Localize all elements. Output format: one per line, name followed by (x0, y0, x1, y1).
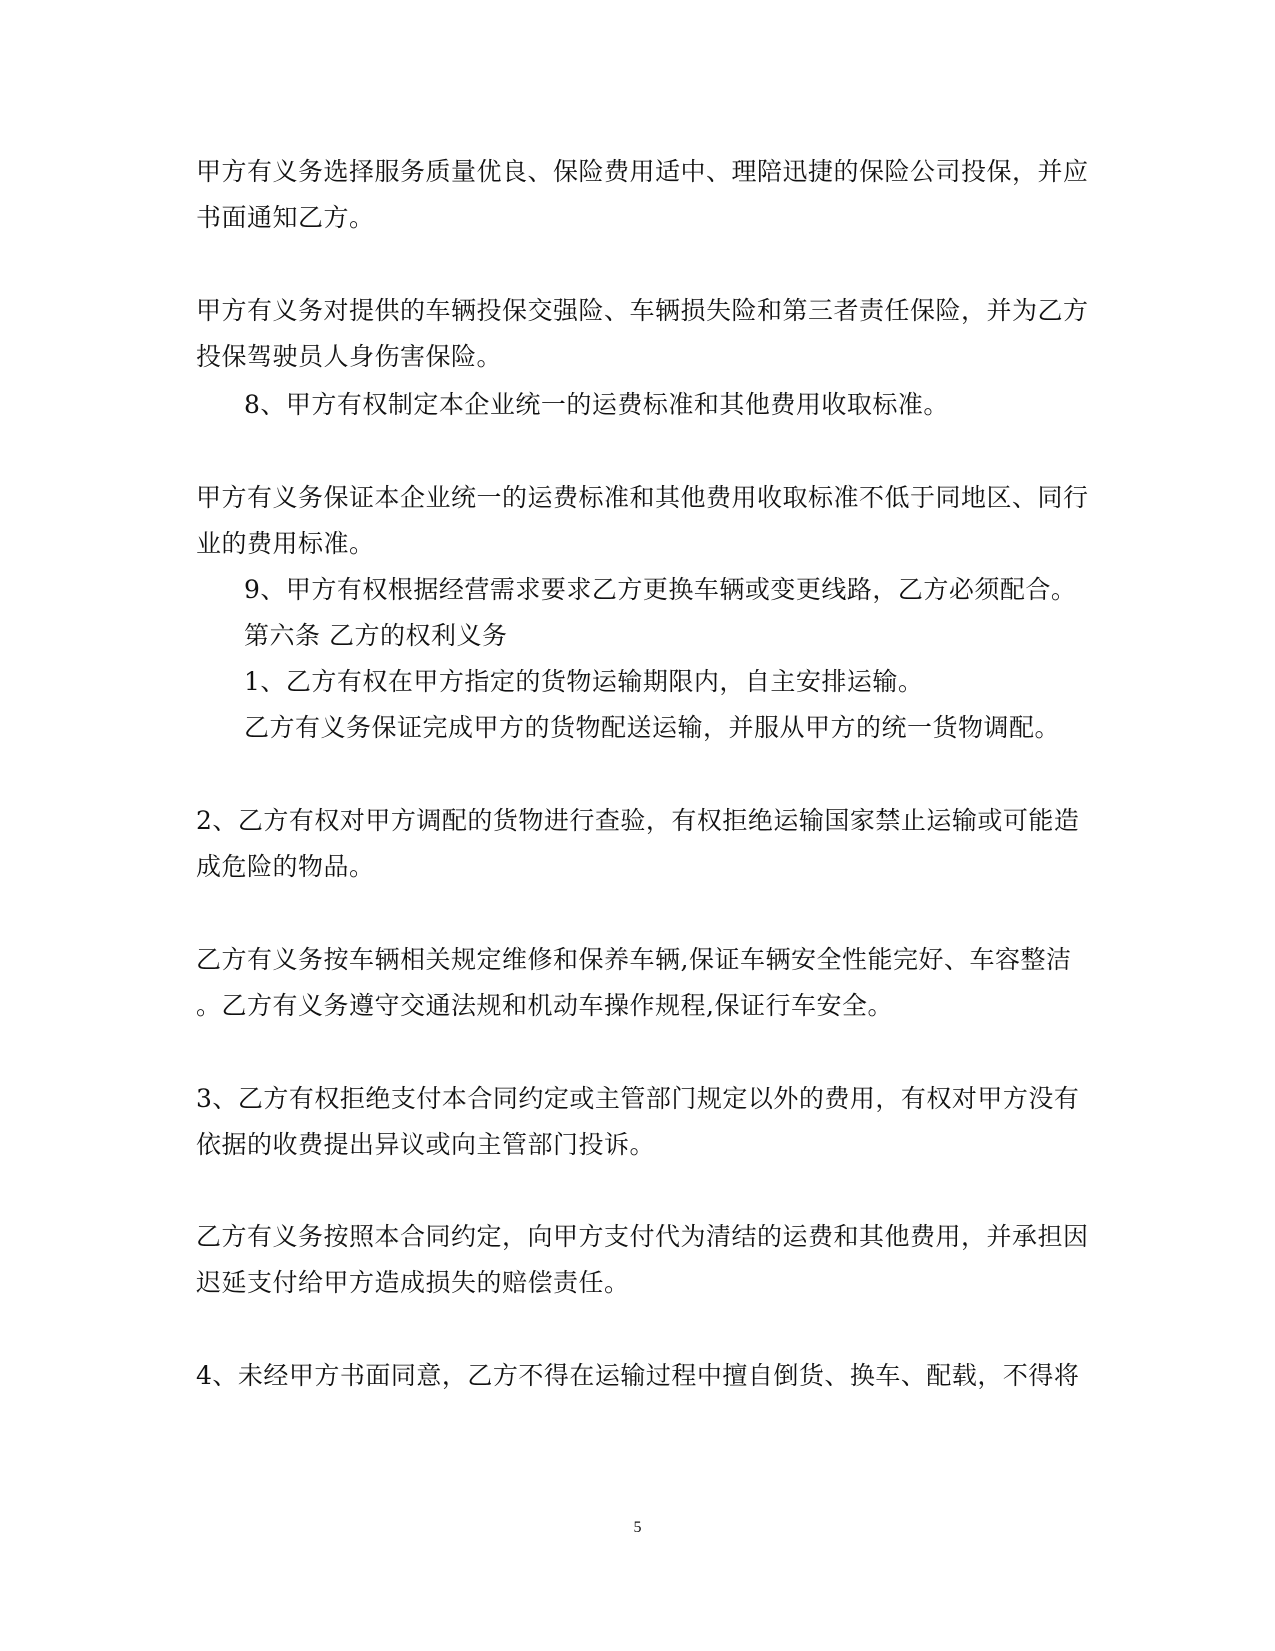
text-line: 甲方有义务对提供的车辆投保交强险、车辆损失险和第三者责任保险，并为乙方 (196, 296, 1089, 325)
text-line: 4、未经甲方书面同意，乙方不得在运输过程中擅自倒货、换车、配载，不得将 (196, 1361, 1080, 1390)
text-line: 2、乙方有权对甲方调配的货物进行查验，有权拒绝运输国家禁止运输或可能造 (196, 806, 1080, 835)
text-line: 乙方有义务保证完成甲方的货物配送运输，并服从甲方的统一货物调配。 (244, 713, 1061, 742)
section-heading: 第六条 乙方的权利义务 (244, 621, 508, 650)
text-line: 1、乙方有权在甲方指定的货物运输期限内，自主安排运输。 (244, 667, 924, 696)
text-line: 乙方有义务按车辆相关规定维修和保养车辆,保证车辆安全性能完好、车容整洁 (196, 945, 1072, 974)
text-line: 投保驾驶员人身伤害保险。 (196, 342, 503, 371)
text-line: 依据的收费提出异议或向主管部门投诉。 (196, 1130, 656, 1159)
text-line: 甲方有义务选择服务质量优良、保险费用适中、理陪迅捷的保险公司投保，并应 (196, 157, 1089, 186)
page-number: 5 (633, 1519, 642, 1536)
text-line: 书面通知乙方。 (196, 203, 375, 232)
text-line: 成危险的物品。 (196, 852, 375, 881)
text-line: 业的费用标准。 (196, 529, 375, 558)
text-line: 甲方有义务保证本企业统一的运费标准和其他费用收取标准不低于同地区、同行 (196, 483, 1089, 512)
text-line: 乙方有义务按照本合同约定，向甲方支付代为清结的运费和其他费用，并承担因 (196, 1222, 1089, 1251)
text-line: 迟延支付给甲方造成损失的赔偿责任。 (196, 1268, 630, 1297)
text-line: 。乙方有义务遵守交通法规和机动车操作规程,保证行车安全。 (196, 991, 893, 1020)
text-line: 3、乙方有权拒绝支付本合同约定或主管部门规定以外的费用，有权对甲方没有 (196, 1084, 1080, 1113)
text-line: 9、甲方有权根据经营需求要求乙方更换车辆或变更线路，乙方必须配合。 (244, 575, 1077, 604)
text-line: 8、甲方有权制定本企业统一的运费标准和其他费用收取标准。 (244, 390, 949, 419)
